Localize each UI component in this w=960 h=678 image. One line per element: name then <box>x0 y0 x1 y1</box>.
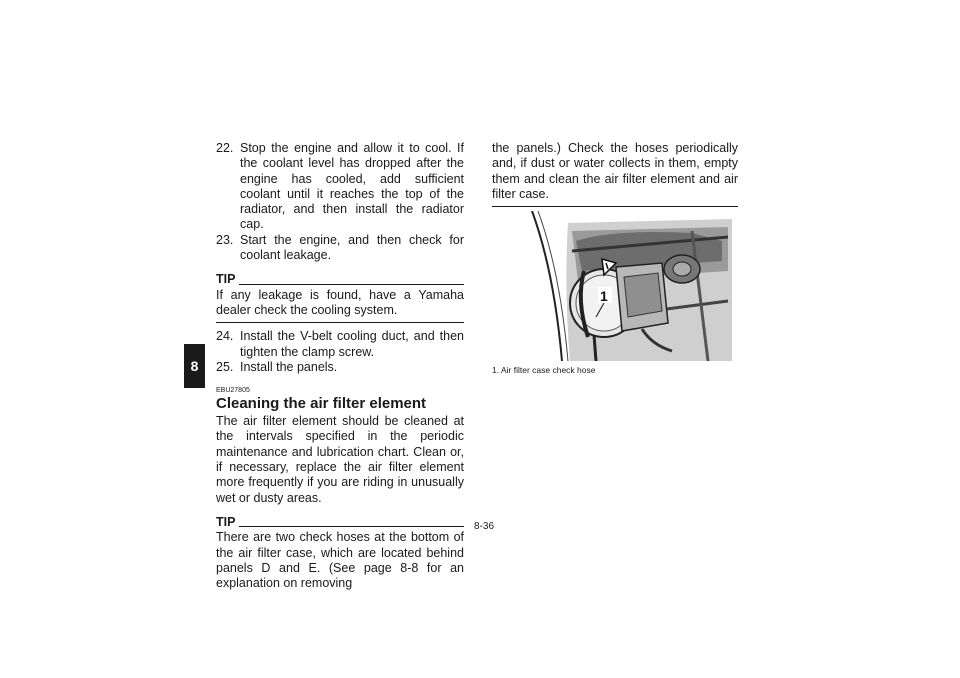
right-column <box>492 141 738 376</box>
step-text: Stop the engine and allow it to cool. If the coolant level has dropped after the engine has cooled, add sufficient coolant until it reaches the top of the radiator, and then install the radiator cap. <box>240 141 464 232</box>
step-22 <box>216 141 464 233</box>
tip-label: TIP <box>216 272 236 287</box>
left-column <box>216 141 464 591</box>
figure-callout-1: 1 <box>600 288 608 305</box>
step-24 <box>216 329 464 360</box>
step-25 <box>216 360 464 375</box>
step-23 <box>216 233 464 264</box>
step-number: 22. <box>216 141 234 155</box>
tip-heading <box>216 272 464 287</box>
air-filter-figure <box>492 211 738 361</box>
step-text: Start the engine, and then check for coolant leakage. <box>240 232 464 263</box>
section-title: Cleaning the air filter element <box>216 395 427 413</box>
tip-text: There are two check hoses at the bottom of the air filter case, which are located behind panels D and E. (See page 8-8 for an explanation on removing <box>216 530 464 591</box>
tip-rule <box>239 526 464 527</box>
tip-rule <box>239 284 464 285</box>
air-filter-illustration <box>492 211 738 361</box>
section-text: The air filter element should be cleaned at the intervals specified in the periodic maintenance and lubrication chart. Clean or, if necessary, replace the air filter element more frequently if you are riding in unusually wet or dusty areas. <box>216 414 464 505</box>
figure-caption: 1. Air filter case check hose <box>492 365 596 376</box>
step-number: 25. <box>216 359 234 374</box>
tip-heading <box>216 515 464 530</box>
step-number: 23. <box>216 232 234 247</box>
tip-text: If any leakage is found, have a Yamaha dealer check the cooling system. <box>216 287 464 317</box>
step-text: Install the V-belt cooling duct, and then tighten the clamp screw. <box>240 329 464 359</box>
figure-top-rule <box>492 206 738 207</box>
continued-text: the panels.) Check the hoses periodically and, if dust or water collects in them, empty them and clean the air filter element and air filter case. <box>492 141 738 201</box>
page-number: 8-36 <box>473 521 494 532</box>
step-number: 24. <box>216 329 234 344</box>
step-text: Install the panels. <box>240 359 338 374</box>
tip-label: TIP <box>216 514 236 529</box>
tip-end-rule <box>216 322 464 323</box>
section-code: EBU27805 <box>216 387 250 395</box>
chapter-tab: 8 <box>184 344 205 388</box>
